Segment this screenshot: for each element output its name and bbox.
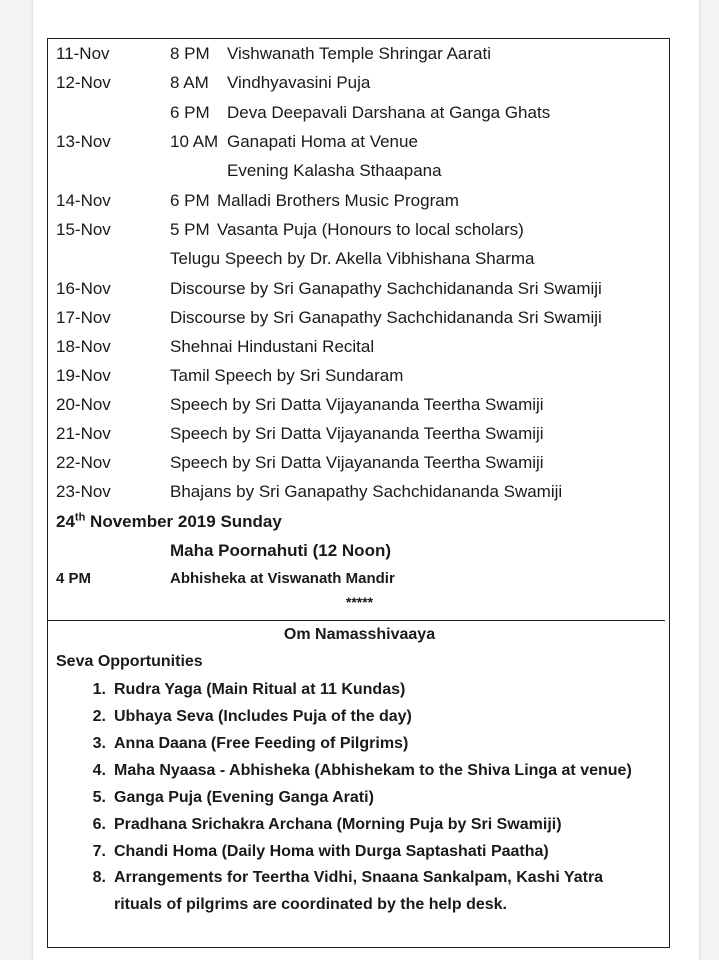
- row-event: Malladi Brothers Music Program: [217, 191, 459, 210]
- finale-event: Abhisheka at Viswanath Mandir: [170, 570, 395, 587]
- row-date: 19-Nov: [56, 366, 111, 385]
- row-event: Speech by Sri Datta Vijayananda Teertha Swamiji: [170, 453, 544, 472]
- seva-text: Ganga Puja (Evening Ganga Arati): [114, 789, 374, 806]
- row-time: 6 PM: [170, 103, 210, 122]
- row-time: 5 PM: [170, 220, 210, 239]
- row-event: Deva Deepavali Darshana at Ganga Ghats: [227, 103, 551, 122]
- seva-text: Chandi Homa (Daily Homa with Durga Saptashati Paatha): [114, 843, 549, 860]
- seva-text: Pradhana Srichakra Archana (Morning Puja by Sri Swamiji): [114, 816, 562, 833]
- row-event: Bhajans by Sri Ganapathy Sachchidananda Swamiji: [170, 482, 563, 501]
- row-date: 12-Nov: [56, 73, 111, 92]
- row-time: 6 PM: [170, 191, 210, 210]
- row-date: 18-Nov: [56, 337, 111, 356]
- row-event: Speech by Sri Datta Vijayananda Teertha Swamiji: [170, 395, 544, 414]
- row-date: 17-Nov: [56, 308, 111, 327]
- seva-number: 1.: [92, 681, 106, 698]
- separator-stars: *****: [345, 594, 374, 610]
- row-event: Vasanta Puja (Honours to local scholars): [217, 220, 524, 239]
- row-event: Telugu Speech by Dr. Akella Vibhishana Sharma: [170, 249, 535, 268]
- row-event: Ganapati Homa at Venue: [227, 132, 418, 151]
- seva-text: rituals of pilgrims are coordinated by the help desk.: [114, 896, 507, 913]
- row-event: Vindhyavasini Puja: [227, 73, 371, 92]
- seva-text: Maha Nyaasa - Abhisheka (Abhishekam to the Shiva Linga at venue): [114, 762, 632, 779]
- row-date: 15-Nov: [56, 220, 111, 239]
- section-divider: [48, 620, 665, 621]
- seva-number: 5.: [92, 789, 106, 806]
- row-event: Tamil Speech by Sri Sundaram: [170, 366, 404, 385]
- seva-text: Arrangements for Teertha Vidhi, Snaana Sankalpam, Kashi Yatra: [114, 869, 604, 886]
- row-date: 11-Nov: [56, 44, 110, 63]
- seva-number: 2.: [92, 708, 106, 725]
- finale-time: 4 PM: [56, 570, 92, 587]
- seva-number: 6.: [92, 816, 106, 833]
- row-date: 21-Nov: [56, 424, 111, 443]
- row-date: 14-Nov: [56, 191, 111, 210]
- finale-day-suffix: th: [74, 511, 86, 524]
- row-time: 8 AM: [170, 73, 209, 92]
- row-event: Vishwanath Temple Shringar Aarati: [227, 44, 491, 63]
- row-date: 23-Nov: [56, 482, 111, 501]
- row-date: 13-Nov: [56, 132, 111, 151]
- row-event: Speech by Sri Datta Vijayananda Teertha Swamiji: [170, 424, 544, 443]
- row-event: Discourse by Sri Ganapathy Sachchidananda Sri Swamiji: [170, 308, 602, 327]
- seva-number: 3.: [92, 735, 106, 752]
- row-date: 16-Nov: [56, 279, 111, 298]
- row-date: 20-Nov: [56, 395, 111, 414]
- seva-number: 4.: [92, 762, 106, 779]
- finale-event: Maha Poornahuti (12 Noon): [170, 541, 391, 560]
- finale-date-heading: [56, 509, 282, 535]
- seva-number: 7.: [92, 843, 106, 860]
- finale-day-num: 24: [56, 512, 75, 531]
- row-date: 22-Nov: [56, 453, 111, 472]
- seva-text: Rudra Yaga (Main Ritual at 11 Kundas): [114, 681, 406, 698]
- row-time: 10 AM: [170, 132, 219, 151]
- seva-text: Anna Daana (Free Feeding of Pilgrims): [114, 735, 409, 752]
- row-time: 8 PM: [170, 44, 210, 63]
- seva-heading: Seva Opportunities: [56, 653, 203, 670]
- seva-number: 8.: [92, 869, 106, 886]
- row-event: Discourse by Sri Ganapathy Sachchidananda Sri Swamiji: [170, 279, 602, 298]
- seva-title: Om Namasshivaaya: [283, 626, 436, 643]
- finale-day-rest: November 2019 Sunday: [85, 512, 282, 531]
- seva-text: Ubhaya Seva (Includes Puja of the day): [114, 708, 412, 725]
- row-event: Evening Kalasha Sthaapana: [227, 161, 442, 180]
- row-event: Shehnai Hindustani Recital: [170, 337, 375, 356]
